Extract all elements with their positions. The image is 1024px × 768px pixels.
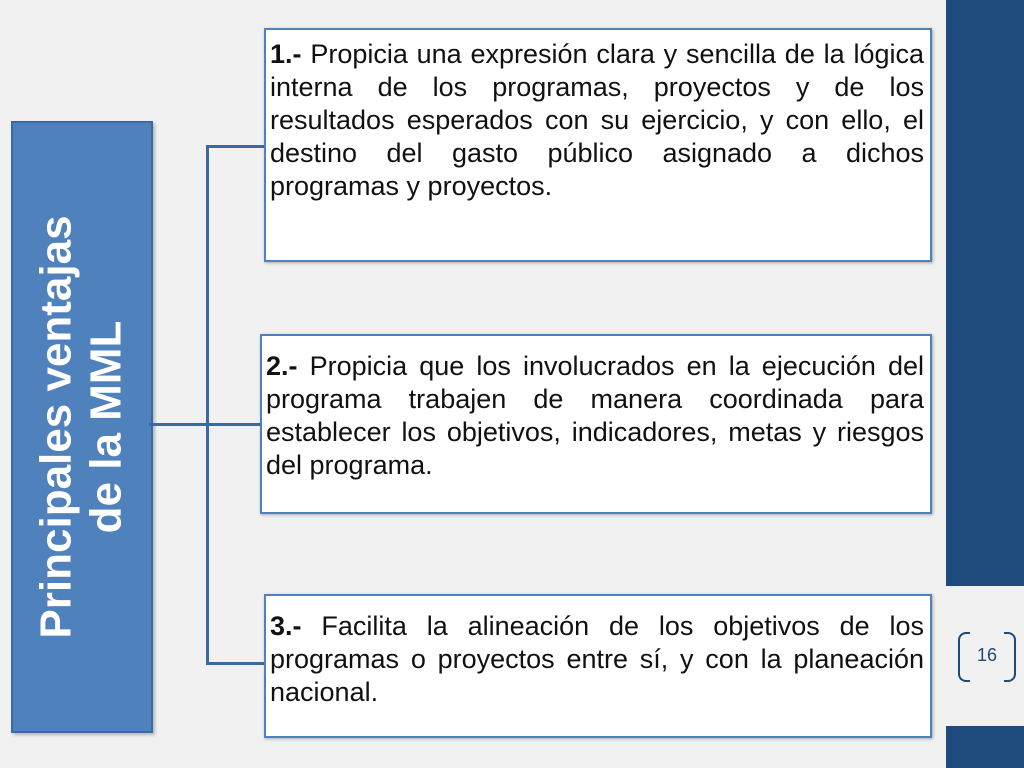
advantage-box-3 — [264, 594, 932, 738]
page-number: 16 — [976, 644, 998, 665]
advantage-text: Propicia que los involucrados en la ejecución del programa trabajen de manera coordinada para establecer los objetivos, indicadores, metas y riesgos del programa. — [266, 351, 924, 480]
main-topic-box — [11, 121, 153, 733]
advantage-number: 2.- — [266, 351, 310, 381]
connector-branch-1 — [206, 145, 266, 148]
main-topic-title — [32, 215, 132, 638]
connector-trunk-horizontal — [149, 423, 207, 426]
connector-branch-3 — [206, 662, 266, 665]
advantage-text: Facilita la alineación de los objetivos de los programas o proyectos entre sí, y con la planeación nacional. — [270, 611, 925, 707]
main-topic-line-2: de la MML — [82, 320, 131, 534]
connector-branch-2 — [206, 423, 262, 426]
advantage-number: 1.- — [270, 39, 311, 69]
main-topic-line-1: Principales ventajas — [32, 215, 81, 639]
connector-vertical-spine — [206, 145, 209, 665]
advantage-box-2 — [260, 334, 932, 514]
advantage-box-1 — [264, 28, 932, 262]
advantage-number: 3.- — [270, 611, 322, 641]
advantage-text: Propicia una expresión clara y sencilla de la lógica interna de los programas, proyectos y de los resultados esperados con su ejercicio, y con ello, el destino del gasto público asignado a dichos programas y proyectos. — [270, 39, 924, 201]
